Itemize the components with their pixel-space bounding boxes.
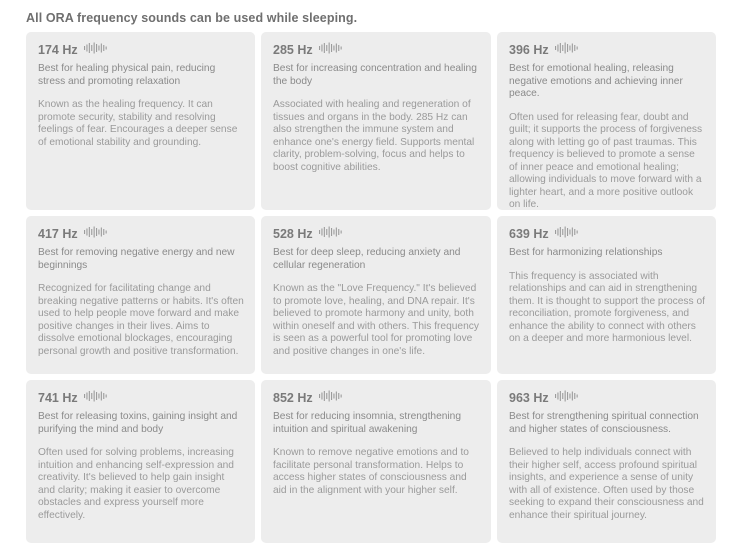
- frequency-best-for: Best for increasing concentration and healing the body: [273, 63, 477, 87]
- frequency-best-for: Best for strengthening spiritual connection and higher states of consciousness.: [509, 411, 699, 435]
- frequency-best-for: Best for removing negative energy and new beginnings: [38, 247, 235, 271]
- frequency-value: 417 Hz: [38, 227, 78, 241]
- frequency-description: Known to remove negative emotions and to facilitate personal transformation. Helps to access higher states of consciousness and aid in the alignment with your higher self.: [273, 447, 469, 496]
- frequency-value: 174 Hz: [38, 43, 78, 57]
- frequency-best-for: Best for reducing insomnia, strengthening intuition and spiritual awakening: [273, 411, 462, 435]
- frequency-value: 285 Hz: [273, 43, 313, 57]
- frequency-header: [509, 225, 705, 243]
- sound-wave-icon: [319, 41, 343, 59]
- sound-wave-icon: [84, 225, 108, 243]
- frequency-best-for: Best for healing physical pain, reducing stress and promoting relaxation: [38, 63, 216, 87]
- frequency-description: Believed to help individuals connect with their higher self, access profound spiritual insights, and experience a sense of unity with all of existence. Often used by those seeking to expand their consciousness and enhance their spiritual journey.: [509, 447, 704, 521]
- frequency-card-741: [26, 380, 255, 543]
- frequency-card-852: [261, 380, 491, 543]
- frequency-best-for: Best for releasing toxins, gaining insight and purifying the mind and body: [38, 411, 238, 435]
- sound-wave-icon: [319, 225, 343, 243]
- frequency-header: [38, 389, 244, 407]
- frequency-description: Known as the healing frequency. It can promote security, stability and resolving feelings of fear. Encourages a deeper sense of emotional stability and grounding.: [38, 99, 238, 148]
- frequency-value: 963 Hz: [509, 391, 549, 405]
- frequency-card-963: [497, 380, 716, 543]
- frequency-header: [509, 41, 705, 59]
- frequency-header: [273, 225, 480, 243]
- frequency-card-174: [26, 32, 255, 210]
- frequency-description: Associated with healing and regeneration of tissues and organs in the body. 285 Hz can also strengthen the immune system and enhance one's energy field. Supports mental clarity, problem-solving, focus and helps to boost cognitive abilities.: [273, 99, 475, 173]
- frequency-description: This frequency is associated with relationships and can aid in strengthening them. It is thought to support the process of reconciliation, promote forgiveness, and enhance the ability to connect with others on a deeper and more harmonious level.: [509, 270, 705, 344]
- frequency-description: Recognized for facilitating change and breaking negative patterns or habits. It's often used to help people move forward and make positive changes in their lives. Aims to dissolve emotional blockages, encouraging personal growth and positive transformation.: [38, 283, 244, 357]
- frequency-header: [38, 41, 244, 59]
- frequency-card-285: [261, 32, 491, 210]
- sound-wave-icon: [84, 41, 108, 59]
- frequency-card-639: [497, 216, 716, 374]
- frequency-grid: [26, 32, 724, 543]
- frequency-header: [273, 389, 480, 407]
- frequency-value: 852 Hz: [273, 391, 313, 405]
- frequency-card-417: [26, 216, 255, 374]
- frequency-value: 741 Hz: [38, 391, 78, 405]
- frequency-card-528: [261, 216, 491, 374]
- frequency-value: 639 Hz: [509, 227, 549, 241]
- frequency-value: 528 Hz: [273, 227, 313, 241]
- frequency-best-for: Best for harmonizing relationships: [509, 247, 663, 258]
- frequency-header: [509, 389, 705, 407]
- frequency-header: [273, 41, 480, 59]
- frequency-best-for: Best for deep sleep, reducing anxiety and cellular regeneration: [273, 247, 461, 271]
- frequency-description: Known as the "Love Frequency." It's believed to promote love, healing, and DNA repair. It's believed to promote harmony and unity, both within oneself and with others. This frequency is seen as a powerful tool for promoting love and positive changes in one's life.: [273, 283, 479, 357]
- sound-wave-icon: [319, 389, 343, 407]
- sound-wave-icon: [84, 389, 108, 407]
- frequency-description: Often used for solving problems, increasing intuition and enhancing self-expression and creativity. It's believed to help gain insight and clarity; making it easier to overcome obstacles and express yourself more effectively.: [38, 447, 234, 521]
- sound-wave-icon: [555, 41, 579, 59]
- frequency-header: [38, 225, 244, 243]
- frequency-description: Often used for releasing fear, doubt and guilt; it supports the process of forgiveness along with letting go of past traumas. This frequency is believed to promote a sense of inner peace and emotional healing; allowing individuals to move forward with a lighter heart, and a more positive outlook on life.: [509, 111, 703, 210]
- frequency-value: 396 Hz: [509, 43, 549, 57]
- frequency-card-396: [497, 32, 716, 210]
- sound-wave-icon: [555, 389, 579, 407]
- sound-wave-icon: [555, 225, 579, 243]
- page-headline: All ORA frequency sounds can be used while sleeping.: [26, 11, 358, 25]
- frequency-best-for: Best for emotional healing, releasing negative emotions and achieving inner peace.: [509, 63, 683, 99]
